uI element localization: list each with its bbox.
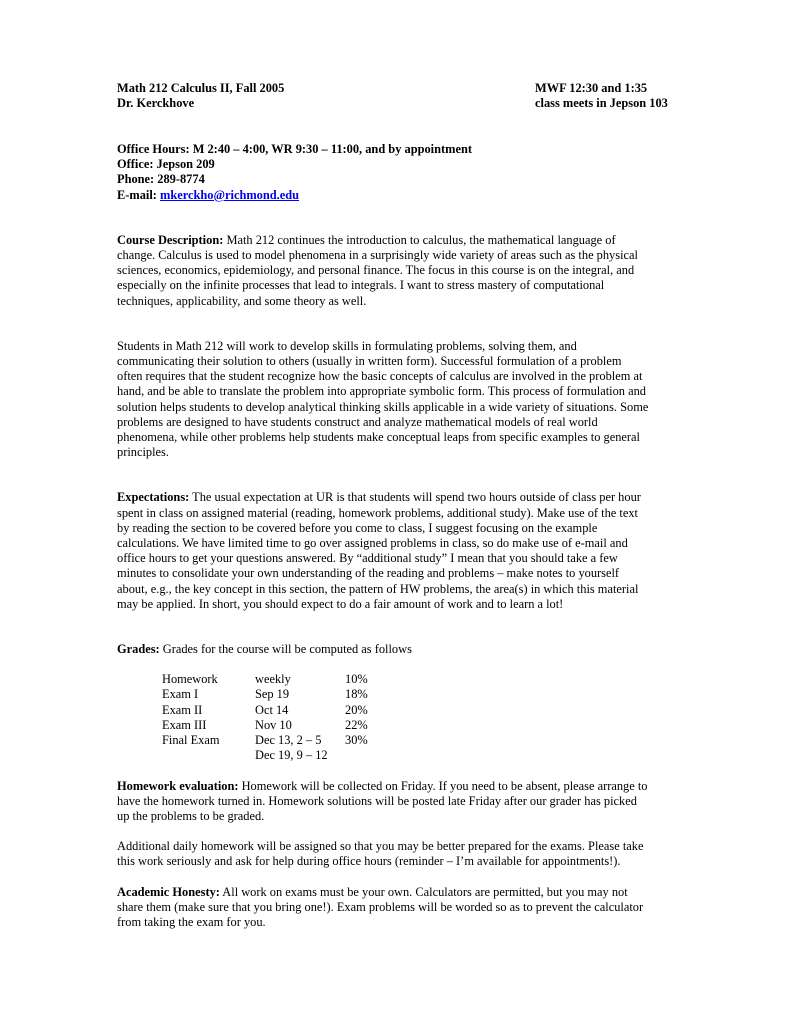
- course-header-left: [117, 81, 284, 111]
- homework-evaluation-line: have the homework turned in. Homework solutions will be posted late Friday after our grader has picked: [117, 793, 637, 808]
- students-line: often requires that the student recognize how the basic concepts of calculus are involved in the problem at: [117, 369, 643, 384]
- grade-weight: 22%: [345, 717, 368, 732]
- grade-when: Oct 14: [255, 702, 289, 717]
- course-header-right: [535, 81, 668, 111]
- course-description-line: [117, 233, 677, 248]
- course-description-heading: Course Description:: [117, 232, 224, 247]
- email-line: [117, 188, 677, 203]
- email-label: E-mail:: [117, 187, 161, 202]
- homework-evaluation-text: Homework will be collected on Friday. If you need to be absent, please arrange to: [238, 778, 648, 793]
- grade-weight: [345, 748, 405, 763]
- homework-evaluation-heading: Homework evaluation:: [117, 778, 239, 793]
- class-room: class meets in Jepson 103: [535, 96, 668, 111]
- course-description-line: especially on the infinite processes that lead to integrals. I want to stress mastery of computational: [117, 278, 605, 293]
- grade-when: Dec 19, 9 – 12: [255, 748, 328, 763]
- homework-evaluation-line: [117, 779, 677, 794]
- academic-honesty-text: All work on exams must be your own. Calculators are permitted, but you may not: [219, 884, 628, 899]
- students-line: phenomena, while other problems help students make conceptual leaps from specific examples to general: [117, 430, 640, 445]
- students-line: principles.: [117, 445, 169, 460]
- grade-when: Nov 10: [255, 717, 292, 732]
- grade-weight: 30%: [345, 733, 368, 748]
- academic-honesty-heading: Academic Honesty:: [117, 884, 220, 899]
- homework-evaluation-section: [117, 779, 677, 825]
- phone-number: Phone: 289-8774: [117, 172, 205, 187]
- students-line: Students in Math 212 will work to develop skills in formulating problems, solving them, and: [117, 338, 577, 353]
- expectations-heading: Expectations:: [117, 490, 190, 505]
- grade-weight: 10%: [345, 672, 368, 687]
- office-hours: Office Hours: M 2:40 – 4:00, WR 9:30 – 11:00, and by appointment: [117, 142, 472, 156]
- course-title: Math 212 Calculus II, Fall 2005: [117, 81, 285, 95]
- table-row: [162, 733, 405, 748]
- expectations-line: may be applied. In short, you should expect to do a fair amount of work and to learn a lot!: [117, 596, 564, 611]
- expectations-line: spent in class on assigned material (reading, homework problems, additional study). Make use of the text: [117, 505, 638, 520]
- table-row: [162, 703, 405, 718]
- expectations-line: by reading the section to be covered before you come to class, I suggest focusing on the example: [117, 520, 598, 535]
- grades-intro: Grades for the course will be computed as follows: [159, 642, 412, 657]
- expectations-line: [117, 490, 677, 505]
- grade-item: Exam II: [162, 702, 203, 717]
- grade-item: Exam III: [162, 717, 207, 732]
- contact-block: [117, 142, 677, 203]
- additional-homework-line: Additional daily homework will be assigned so that you may be better prepared for the exams. Please take: [117, 839, 644, 854]
- students-line: hand, and be able to translate the problem into appropriate symbolic form. This process of formulation and: [117, 384, 646, 399]
- expectations-line: about, e.g., the key concept in this section, the pattern of HW problems, the area(s) in which this material: [117, 581, 639, 596]
- grade-item: Final Exam: [162, 733, 220, 748]
- table-row: [162, 748, 405, 763]
- grade-weight: 20%: [345, 702, 368, 717]
- expectations-text: The usual expectation at UR is that students will spend two hours outside of class per hour: [189, 490, 641, 505]
- grade-when: Sep 19: [255, 687, 290, 702]
- course-description-line: change. Calculus is used to model phenomena in a surprisingly wide variety of areas such as the physical: [117, 248, 638, 263]
- course-header: [117, 81, 677, 112]
- table-row: [162, 687, 405, 702]
- course-description-line: sciences, economics, epidemiology, and personal finance. The focus in this course is on the integral, and: [117, 263, 635, 278]
- additional-homework-section: [117, 839, 677, 869]
- homework-evaluation-line: up the problems to be graded.: [117, 808, 265, 823]
- grade-when: Dec 13, 2 – 5: [255, 733, 322, 748]
- office-location: Office: Jepson 209: [117, 157, 215, 172]
- course-description-section: [117, 233, 677, 309]
- grade-weight: 18%: [345, 687, 368, 702]
- grade-item: Exam I: [162, 687, 199, 702]
- grades-line: [117, 642, 677, 657]
- expectations-line: office hours to get your questions answered. By “additional study” I mean that you should take a few: [117, 551, 618, 566]
- students-line: communicating their solution to others (usually in written form). Successful formulation of a problem: [117, 354, 622, 369]
- expectations-section: [117, 490, 677, 612]
- students-line: problems are designed to have students construct and analyze mathematical models of real world: [117, 414, 598, 429]
- course-description-line: techniques, applicability, and some theory as well.: [117, 293, 367, 308]
- grade-table: [162, 672, 405, 763]
- grade-item: Homework: [162, 672, 218, 687]
- expectations-line: calculations. We have limited time to go over assigned problems in class, so do make use of e-mail and: [117, 536, 628, 551]
- academic-honesty-section: [117, 885, 677, 931]
- grades-section: [117, 642, 677, 763]
- additional-homework-line: this work seriously and ask for help during office hours (reminder – I’m available for appointments!).: [117, 854, 621, 869]
- email-link[interactable]: mkerckho@richmond.edu: [160, 187, 300, 202]
- table-row: [162, 672, 405, 687]
- academic-honesty-line: from taking the exam for you.: [117, 914, 266, 929]
- table-row: [162, 718, 405, 733]
- grades-heading: Grades:: [117, 642, 160, 657]
- academic-honesty-line: share them (make sure that you bring one!). Exam problems will be worded so as to prevent the calculator: [117, 899, 644, 914]
- course-description-text: Math 212 continues the introduction to calculus, the mathematical language of: [223, 232, 616, 247]
- expectations-line: minutes to consolidate your own understanding of the reading and problems – make notes to yourself: [117, 566, 620, 581]
- syllabus-document: [117, 81, 677, 930]
- students-line: solution helps students to develop analytical thinking skills applicable in a wide variety of situations. Some: [117, 399, 649, 414]
- grade-item: [162, 748, 255, 763]
- instructor-name: Dr. Kerckhove: [117, 96, 195, 111]
- academic-honesty-line: [117, 885, 677, 900]
- students-section: [117, 339, 677, 461]
- grade-when: weekly: [255, 672, 291, 687]
- class-schedule: MWF 12:30 and 1:35: [535, 81, 648, 95]
